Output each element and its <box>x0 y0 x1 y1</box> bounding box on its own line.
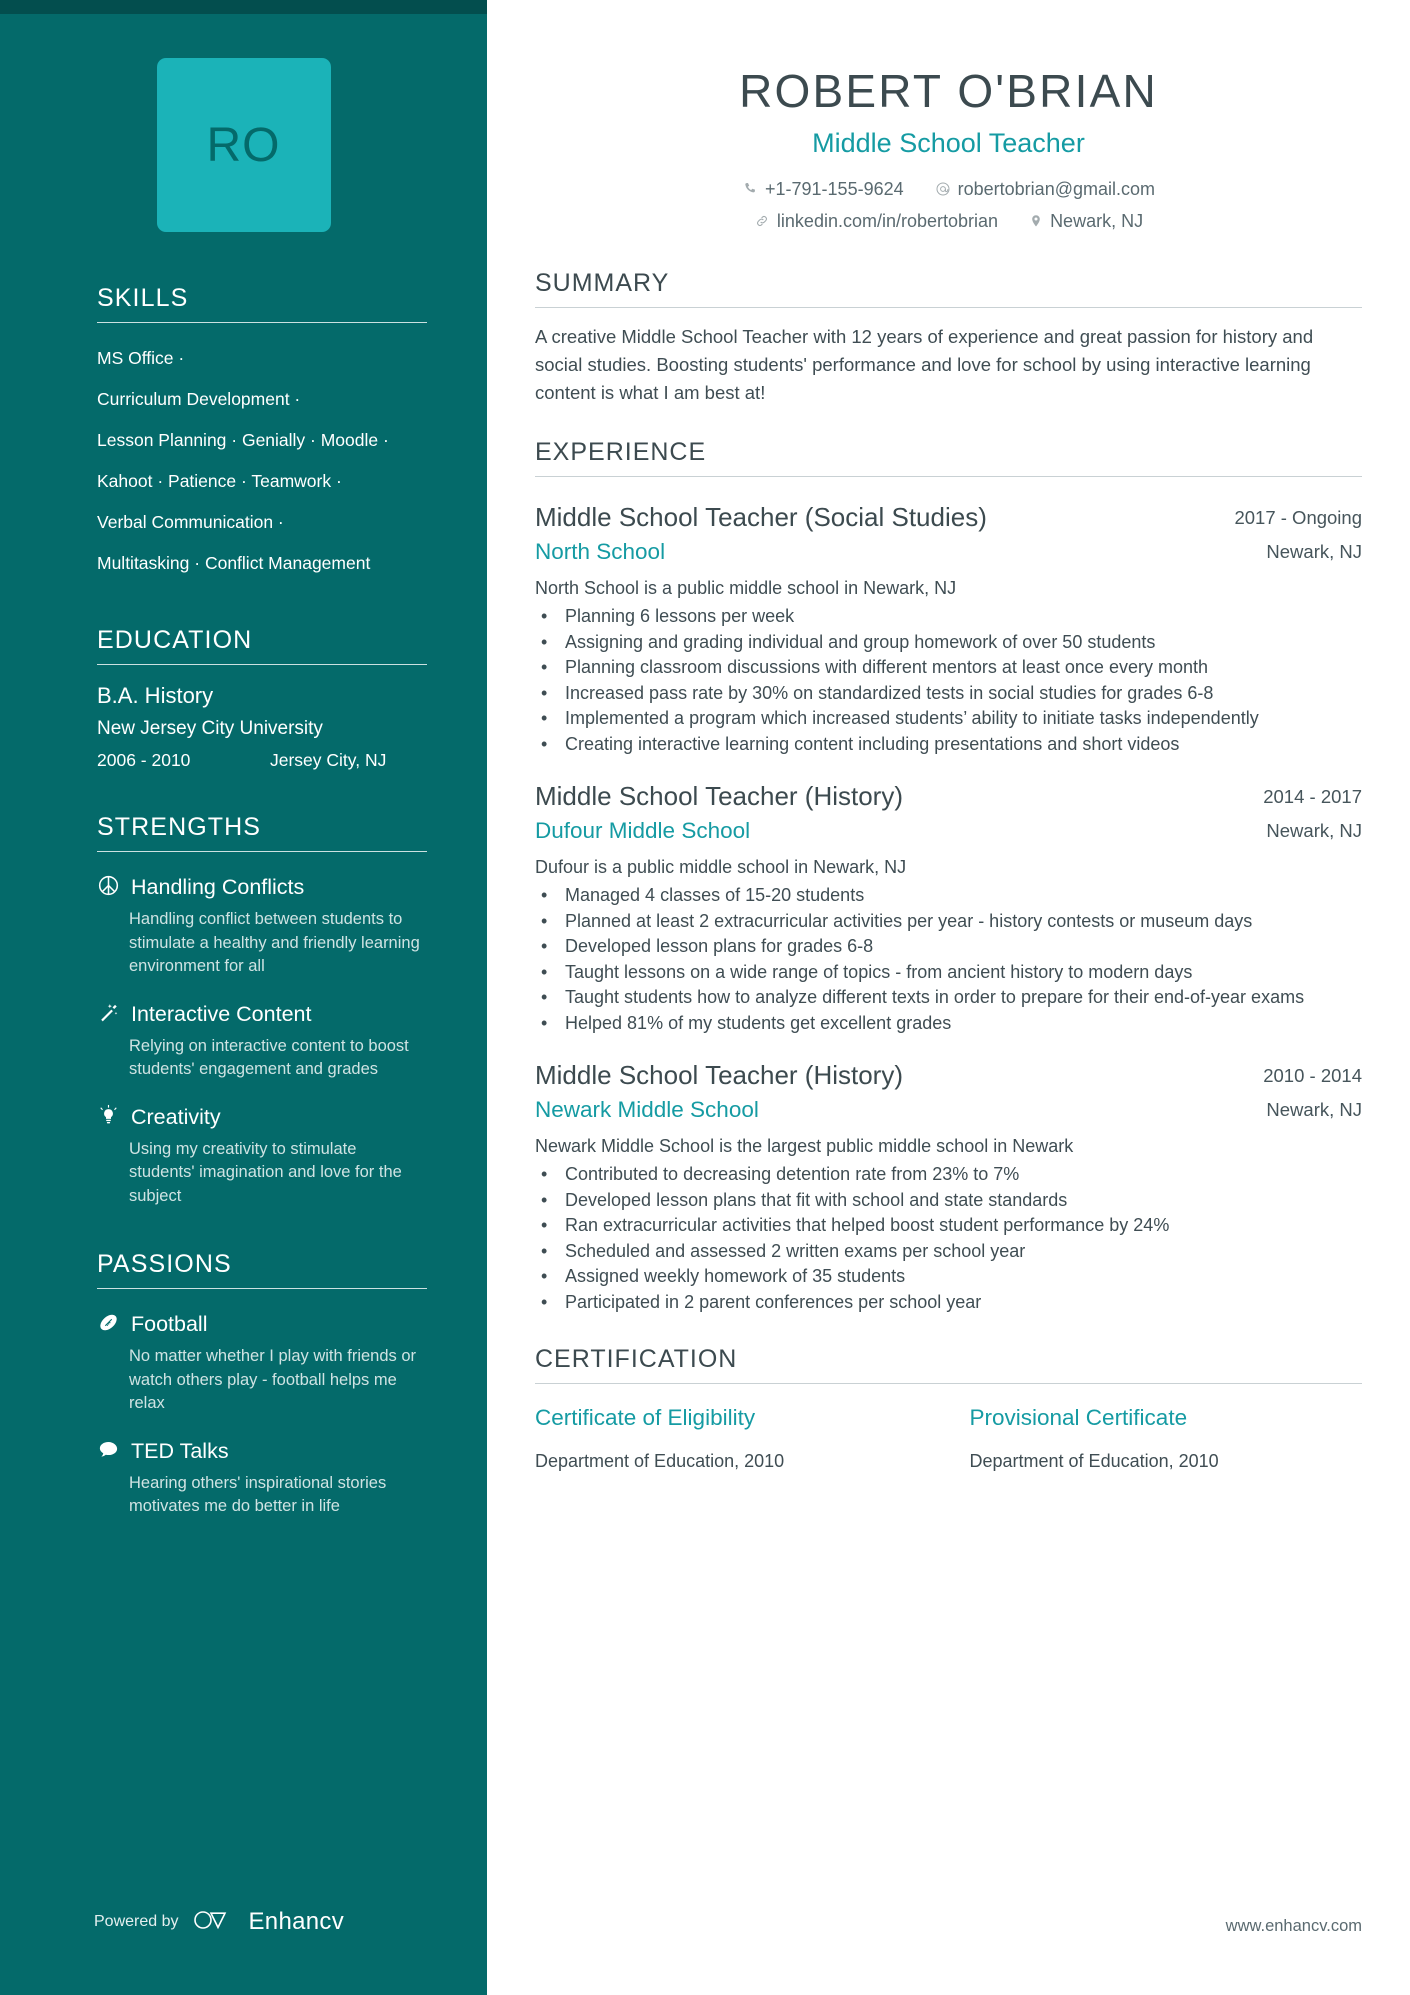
experience-bullet: • Implemented a program which increased students’ ability to initiate tasks independently <box>557 706 1362 731</box>
strength-title: Creativity <box>131 1104 221 1129</box>
strength-item <box>97 999 424 1029</box>
education-location: Jersey City, NJ <box>270 750 387 770</box>
linkedin-url: linkedin.com/in/robertobrian <box>776 211 999 231</box>
page-title: ROBERT O'BRIAN <box>739 65 1158 117</box>
experience-bullet: • Planning 6 lessons per week <box>557 604 1362 629</box>
experience-location: Newark, NJ <box>1266 541 1362 562</box>
email-icon <box>935 181 951 197</box>
strength-item <box>97 1102 424 1132</box>
strengths-heading: STRENGTHS <box>97 813 262 841</box>
experience-title-row <box>535 1057 1362 1093</box>
experience-bullets <box>535 604 1362 756</box>
skills-heading: SKILLS <box>97 284 189 312</box>
experience-title: Middle School Teacher (History) <box>535 1060 903 1090</box>
experience-bullet: • Assigning and grading individual and group homework of over 50 students <box>557 630 1362 655</box>
certification-entry <box>970 1401 1363 1472</box>
phone-icon <box>742 181 758 197</box>
email-contact[interactable] <box>935 174 1155 204</box>
strength-item <box>97 872 424 902</box>
skill-line: Verbal Communication · <box>97 512 284 532</box>
experience-bullet: • Helped 81% of my students get excellent grades <box>557 1011 1362 1036</box>
skill-line: Lesson Planning · Genially · Moodle · <box>97 430 389 450</box>
peace-icon <box>97 872 131 902</box>
experience-subtitle: Newark Middle School is the largest public middle school in Newark <box>535 1136 1074 1156</box>
experience-bullet: • Taught students how to analyze different texts in order to prepare for their end-of-year exams <box>557 985 1362 1010</box>
certification-heading: CERTIFICATION <box>535 1345 738 1373</box>
experience-bullets <box>535 1162 1362 1314</box>
certification-meta: Department of Education, 2010 <box>969 1451 1219 1471</box>
certification-name: Certificate of Eligibility <box>535 1405 756 1430</box>
education-school: New Jersey City University <box>97 718 323 739</box>
passion-body <box>131 1309 424 1339</box>
certification-list <box>535 1401 1362 1472</box>
passions-section <box>97 1250 424 1519</box>
experience-org-row <box>535 814 1362 848</box>
main-content <box>487 0 1410 1995</box>
summary-heading: SUMMARY <box>535 269 670 297</box>
experience-entry <box>535 499 1362 756</box>
experience-bullet: • Planning classroom discussions with different mentors at least once every month <box>557 655 1362 680</box>
passion-title: TED Talks <box>131 1438 229 1463</box>
certification-divider <box>535 1383 1362 1384</box>
education-heading: EDUCATION <box>97 626 253 654</box>
skill-line: MS Office · <box>97 348 185 368</box>
passions-heading: PASSIONS <box>97 1250 232 1278</box>
experience-entry <box>535 1057 1362 1314</box>
skill-line: Multitasking · Conflict Management <box>97 553 371 573</box>
certification-entry <box>535 1401 928 1472</box>
experience-bullet: • Ran extracurricular activities that helped boost student performance by 24% <box>557 1213 1362 1238</box>
strength-description: Using my creativity to stimulate students' imagination and love for the subject <box>129 1139 402 1205</box>
experience-bullets <box>535 883 1362 1035</box>
experience-date: 2010 - 2014 <box>1263 1065 1362 1086</box>
passion-item <box>97 1309 424 1339</box>
education-degree: B.A. History <box>97 683 214 708</box>
strength-body <box>131 1102 424 1132</box>
experience-bullet: • Assigned weekly homework of 35 students <box>557 1264 1362 1289</box>
experience-organization: Newark Middle School <box>535 1097 759 1122</box>
phone-number: +1-791-155-9624 <box>765 179 904 199</box>
location-text: Newark, NJ <box>1050 211 1144 231</box>
skill-line: Curriculum Development · <box>97 389 301 409</box>
strength-description: Relying on interactive content to boost students' engagement and grades <box>129 1036 409 1078</box>
passion-description: No matter whether I play with friends or watch others play - football helps me relax <box>129 1347 417 1412</box>
experience-organization: North School <box>535 539 666 564</box>
location-contact <box>1029 206 1143 236</box>
experience-date: 2017 - Ongoing <box>1234 507 1362 528</box>
passion-title: Football <box>131 1312 208 1336</box>
experience-subtitle: Dufour is a public middle school in Newark, NJ <box>535 857 907 877</box>
phone-contact[interactable] <box>742 174 904 204</box>
experience-bullet: • Increased pass rate by 30% on standardized tests in social studies for grades 6-8 <box>557 681 1362 706</box>
experience-bullet: • Developed lesson plans that fit with school and state standards <box>557 1188 1362 1213</box>
experience-location: Newark, NJ <box>1266 820 1362 841</box>
enhancv-brand: Enhancv <box>248 1908 344 1935</box>
powered-by-footer <box>94 1908 344 1936</box>
strength-body <box>131 999 424 1029</box>
strength-title: Handling Conflicts <box>131 875 305 899</box>
passion-body <box>131 1436 424 1466</box>
skill-line: Kahoot · Patience · Teamwork · <box>97 471 342 491</box>
strength-body <box>131 872 424 902</box>
experience-bullet: • Contributed to decreasing detention rate from 23% to 7% <box>557 1162 1362 1187</box>
passions-divider <box>97 1288 427 1289</box>
avatar: RO <box>157 58 331 232</box>
experience-title: Middle School Teacher (Social Studies) <box>535 502 987 532</box>
sidebar <box>0 0 487 1995</box>
education-dates: 2006 - 2010 <box>97 750 191 770</box>
link-icon <box>754 213 770 229</box>
education-divider <box>97 664 427 665</box>
experience-org-row <box>535 1093 1362 1127</box>
job-role-subtitle: Middle School Teacher <box>812 128 1085 158</box>
experience-bullet: • Developed lesson plans for grades 6-8 <box>557 934 1362 959</box>
experience-date: 2014 - 2017 <box>1263 786 1362 807</box>
linkedin-contact[interactable] <box>754 206 998 236</box>
experience-title-row <box>535 778 1362 814</box>
experience-bullet: • Managed 4 classes of 15-20 students <box>557 883 1362 908</box>
powered-by-label: Powered by <box>94 1913 179 1930</box>
email-address: robertobrian@gmail.com <box>957 179 1155 199</box>
enhancv-logo-icon <box>192 1909 236 1936</box>
experience-location: Newark, NJ <box>1266 1099 1362 1120</box>
strength-title: Interactive Content <box>131 1001 312 1026</box>
football-icon <box>97 1309 131 1339</box>
sidebar-topbar <box>0 0 487 14</box>
experience-subtitle: North School is a public middle school in Newark, NJ <box>535 578 957 598</box>
experience-bullet: • Planned at least 2 extracurricular activities per year - history contests or museum days <box>557 909 1362 934</box>
lightbulb-icon <box>97 1102 131 1132</box>
summary-text: A creative Middle School Teacher with 12 years of experience and great passion for history and social studies. Boosting students' performance and love for school by using interactive learning content is what I am best at! <box>535 326 1314 403</box>
location-pin-icon <box>1029 213 1043 229</box>
magic-wand-icon <box>97 999 131 1029</box>
education-section <box>97 626 424 771</box>
strengths-divider <box>97 851 427 852</box>
experience-org-row <box>535 535 1362 569</box>
summary-section <box>535 269 1362 407</box>
website-url: www.enhancv.com <box>1225 1917 1362 1935</box>
experience-bullet: • Scheduled and assessed 2 written exams per school year <box>557 1239 1362 1264</box>
experience-organization: Dufour Middle School <box>535 818 751 843</box>
education-meta <box>97 750 424 771</box>
experience-title-row <box>535 499 1362 535</box>
experience-bullet: • Participated in 2 parent conferences per school year <box>557 1290 1362 1315</box>
experience-entry <box>535 778 1362 1035</box>
certification-meta: Department of Education, 2010 <box>535 1451 785 1471</box>
experience-heading: EXPERIENCE <box>535 438 707 466</box>
experience-bullet: • Creating interactive learning content including presentations and short videos <box>557 732 1362 757</box>
certification-name: Provisional Certificate <box>969 1405 1188 1430</box>
avatar-container <box>0 58 487 232</box>
speech-bubble-icon <box>97 1436 131 1466</box>
certification-section <box>535 1345 1362 1472</box>
summary-divider <box>535 307 1362 308</box>
skills-section <box>97 284 424 584</box>
passion-description: Hearing others' inspirational stories motivates me do better in life <box>129 1473 387 1515</box>
experience-bullet: • Taught lessons on a wide range of topics - from ancient history to modern days <box>557 960 1362 985</box>
strength-description: Handling conflict between students to stimulate a healthy and friendly learning environment for all <box>129 910 420 975</box>
experience-title: Middle School Teacher (History) <box>535 781 903 811</box>
strengths-section <box>97 813 424 1208</box>
contact-info <box>535 174 1362 238</box>
skills-divider <box>97 322 427 323</box>
experience-section <box>535 438 1362 1314</box>
experience-divider <box>535 476 1362 477</box>
passion-item <box>97 1436 424 1466</box>
